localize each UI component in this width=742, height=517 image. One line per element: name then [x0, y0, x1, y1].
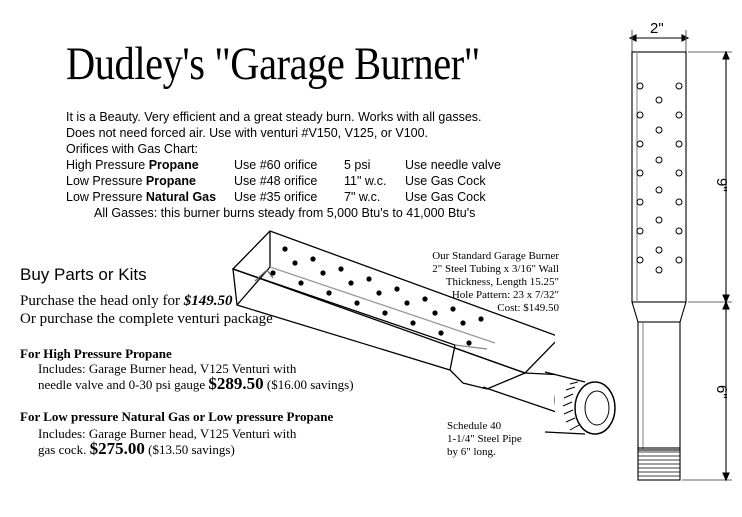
spec-line: Cost: $149.50 [497, 302, 559, 314]
gas-chart-gas [66, 173, 196, 189]
head-length-dimension: 9" [713, 178, 730, 192]
kit-savings: ($13.50 savings) [144, 442, 235, 457]
all-gasses-note: All Gasses: this burner burns steady from 5,000 Btu's to 41,000 Btu's [94, 206, 476, 220]
gas-chart-orifice: Use #35 orifice [234, 190, 318, 204]
gas-chart-gas [66, 157, 199, 173]
page-title: Dudley's "Garage Burner" [66, 38, 480, 90]
pressure-label: High Pressure [66, 158, 149, 172]
pipe-note-line: 1-1/4" Steel Pipe [447, 433, 522, 445]
spec-line: 2" Steel Tubing x 3/16" Wall [432, 263, 559, 275]
head-price: $149.50 [183, 293, 233, 309]
dimension-drawing [600, 0, 742, 517]
kit-price: $275.00 [89, 439, 145, 458]
pipe-note-line: by 6" long. [447, 446, 496, 458]
kit-includes: Includes: Garage Burner head, V125 Venturi with [38, 426, 297, 441]
gas-chart-pressure: 5 psi [344, 158, 371, 172]
pressure-label: Low Pressure [66, 190, 146, 204]
gas-name: Propane [145, 174, 196, 188]
gas-chart-gas [66, 189, 216, 205]
spec-line: Hole Pattern: 23 x 7/32" [451, 289, 559, 301]
pressure-label: Low Pressure [66, 174, 146, 188]
gas-chart-valve: Use Gas Cock [405, 174, 486, 188]
pipe-length-dimension: 6" [713, 385, 730, 399]
pipe-note-line: Schedule 40 [447, 420, 502, 432]
spec-line: Thickness, Length 15.25" [445, 276, 559, 288]
gas-name: Natural Gas [145, 190, 217, 204]
kit-heading: For High Pressure Propane [20, 346, 172, 361]
kit-detail: gas cock. [38, 442, 90, 457]
kit-detail: needle valve and 0-30 psi gauge [38, 377, 209, 392]
kit-heading: For Low pressure Natural Gas or Low pressure Propane [20, 409, 334, 424]
gas-chart-orifice: Use #48 orifice [234, 174, 318, 188]
gas-chart-valve: Use Gas Cock [405, 190, 486, 204]
intro-line-3: Orifices with Gas Chart: [66, 142, 198, 156]
purchase-package-line: Or purchase the complete venturi package [20, 311, 273, 327]
gas-chart-pressure: 7" w.c. [344, 190, 381, 204]
purchase-head-line [20, 292, 232, 310]
gas-chart-orifice: Use #60 orifice [234, 158, 318, 172]
spec-note [432, 250, 559, 315]
kit-price: $289.50 [208, 374, 264, 393]
intro-line-2: Does not need forced air. Use with venturi #V150, V125, or V100. [66, 126, 429, 140]
kit-savings: ($16.00 savings) [263, 377, 354, 392]
gas-chart-pressure: 11" w.c. [344, 174, 387, 188]
pipe-note [447, 420, 522, 459]
width-dimension: 2" [650, 20, 664, 37]
intro-line-1: It is a Beauty. Very efficient and a great steady burn. Works with all gasses. [66, 110, 482, 124]
gas-chart-valve: Use needle valve [405, 158, 501, 172]
buy-heading: Buy Parts or Kits [20, 265, 147, 284]
kit-price-line [38, 439, 235, 460]
purchase-head-text: Purchase the head only for [20, 293, 184, 309]
kit-includes: Includes: Garage Burner head, V125 Venturi with [38, 361, 297, 376]
spec-line: Our Standard Garage Burner [432, 250, 559, 262]
gas-name: Propane [148, 158, 199, 172]
